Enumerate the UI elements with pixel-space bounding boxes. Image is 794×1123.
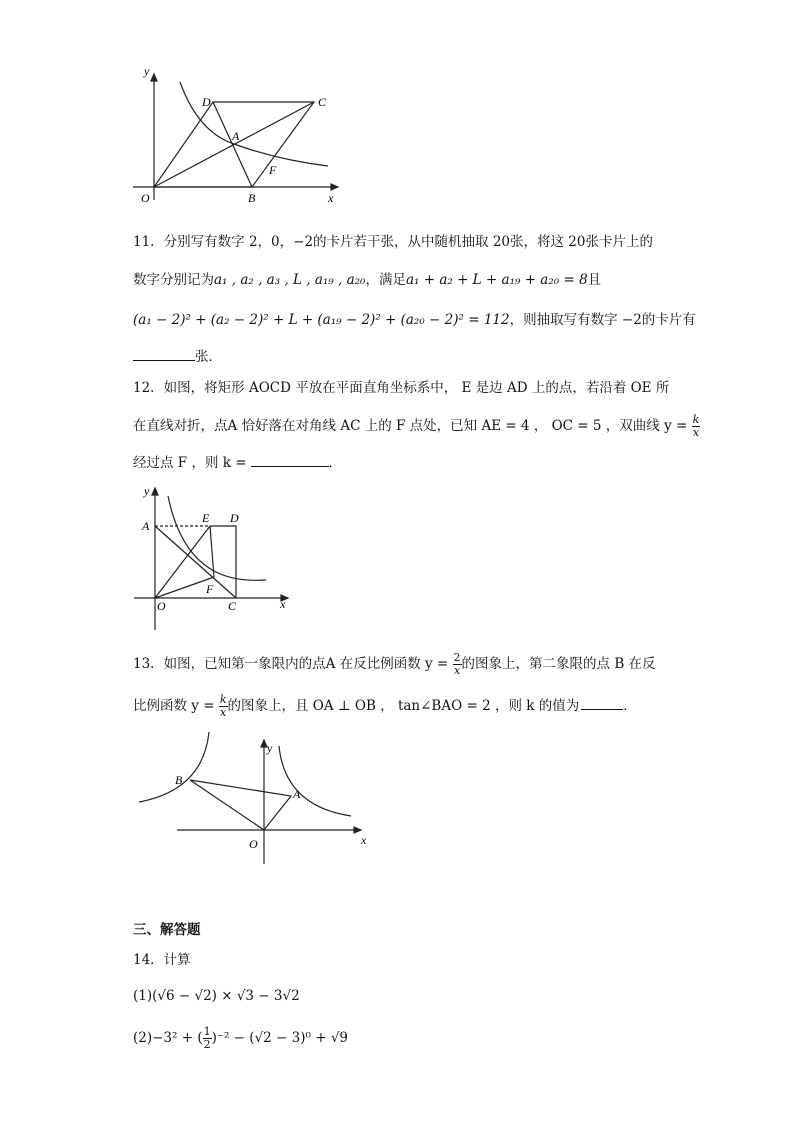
label-y: y (267, 741, 273, 755)
q12-line3 (133, 452, 342, 473)
hyperbola-second-quadrant (139, 732, 209, 802)
q13-line1 (133, 652, 656, 677)
q12-line3-end: ． (328, 455, 343, 471)
label-F: F (269, 163, 277, 177)
q11-line2-a: 数字分别记为 (133, 272, 214, 288)
label-y: y (144, 64, 150, 78)
q14-part1: (1)(√6 − √2) × √3 − 3√2 (133, 988, 300, 1004)
q13-line2-a: 比例函数 y = (133, 698, 215, 714)
q13-answer-blank[interactable] (581, 695, 623, 710)
q14-part2-b: )⁻² − (√2 − 3)⁰ + √9 (211, 1030, 349, 1046)
hyperbola-curve (168, 496, 266, 580)
x-axis-arrow (331, 184, 338, 190)
diagonal-BD (213, 102, 252, 187)
q13-line1-a: 13．如图，已知第一象限内的点A 在反比例函数 y = (133, 656, 449, 672)
label-x: x (361, 833, 367, 847)
label-B: B (248, 191, 256, 205)
label-x: x (328, 191, 334, 205)
q13-fraction-k-over-x: $\frac{k}{x}$ (219, 693, 227, 719)
label-D: D (202, 95, 211, 109)
q11-line2-c: 且 (587, 272, 602, 288)
label-C: C (318, 95, 327, 109)
q13-fraction-2-over-x: $\frac{2}{x}$ (453, 651, 461, 677)
figure-q12 (128, 482, 298, 634)
section-title: 三、解答题 (133, 922, 201, 938)
label-A: A (232, 129, 240, 143)
q11-square-equation: (a₁ − 2)² + (a₂ − 2)² + L + (a₁₉ − 2)² + (a₂₀ − 2)² = 112 (133, 312, 510, 328)
q11-line2-b: ，满足 (365, 272, 406, 288)
q11-line4 (133, 346, 222, 367)
q11-answer-blank[interactable] (133, 346, 195, 361)
figure-q10 (128, 60, 348, 210)
q12-line2-text: 在直线对折，点A 恰好落在对角线 AC 上的 F 点处，已知 AE = 4 ， OC = 5 ，双曲线 y = (133, 418, 688, 434)
hyperbola-first-quadrant (279, 746, 351, 816)
x-axis-arrow (354, 827, 361, 833)
label-O: O (141, 191, 150, 205)
q14-part2-a: (2)−3² + ( (133, 1030, 203, 1046)
q14-part2 (133, 1026, 348, 1051)
y-axis-arrow (151, 74, 157, 81)
q14-fraction-half: $\frac{1}{2}$ (203, 1025, 211, 1051)
label-x: x (280, 597, 286, 611)
q11-line3-b: ，则抽取写有数字 −2的卡片有 (509, 312, 696, 328)
q13-line2-b: 的图象上，且 OA ⊥ OB ， tan∠BAO = 2 ，则 k 的值为 (227, 698, 580, 714)
label-B: B (175, 773, 183, 787)
label-E: E (202, 511, 210, 525)
q12-line3-a: 经过点 F ，则 k = (133, 455, 247, 471)
label-A: A (142, 519, 150, 533)
q11-line3 (133, 310, 696, 330)
label-D: D (230, 511, 239, 525)
diagonal-AC (155, 526, 236, 598)
label-A: A (293, 787, 301, 801)
figure-q13 (133, 728, 383, 868)
q13-line2 (133, 694, 637, 719)
triangle-OAB (190, 780, 291, 830)
label-O: O (249, 837, 258, 851)
q11-sequence: a₁ , a₂ , a₃ , L , a₁₉ , a₂₀ (214, 272, 366, 288)
q12-answer-blank[interactable] (251, 452, 329, 467)
q12-fraction-k-over-x: $\frac{k}{x}$ (692, 413, 700, 439)
q14-title: 14．计算 (133, 952, 191, 968)
label-F: F (206, 582, 214, 596)
q12-line2 (133, 414, 700, 439)
q13-line2-end: ． (623, 698, 637, 714)
q11-line4-end: 张． (195, 349, 222, 365)
q11-line2 (133, 270, 601, 290)
label-y: y (144, 484, 150, 498)
label-C: C (228, 599, 237, 613)
y-axis-arrow (152, 488, 158, 495)
q13-line1-b: 的图象上，第二象限的点 B 在反 (461, 656, 656, 672)
label-O: O (157, 599, 166, 613)
q11-line1: 11．分别写有数字 2，0，−2的卡片若干张，从中随机抽取 20张，将这 20张卡片上的 (133, 234, 653, 250)
q11-sum-equation: a₁ + a₂ + L + a₁₉ + a₂₀ = 8 (405, 272, 588, 288)
q12-line1: 12．如图，将矩形 AOCD 平放在平面直角坐标系中， E 是边 AD 上的点，若沿着 OE 所 (133, 380, 670, 396)
